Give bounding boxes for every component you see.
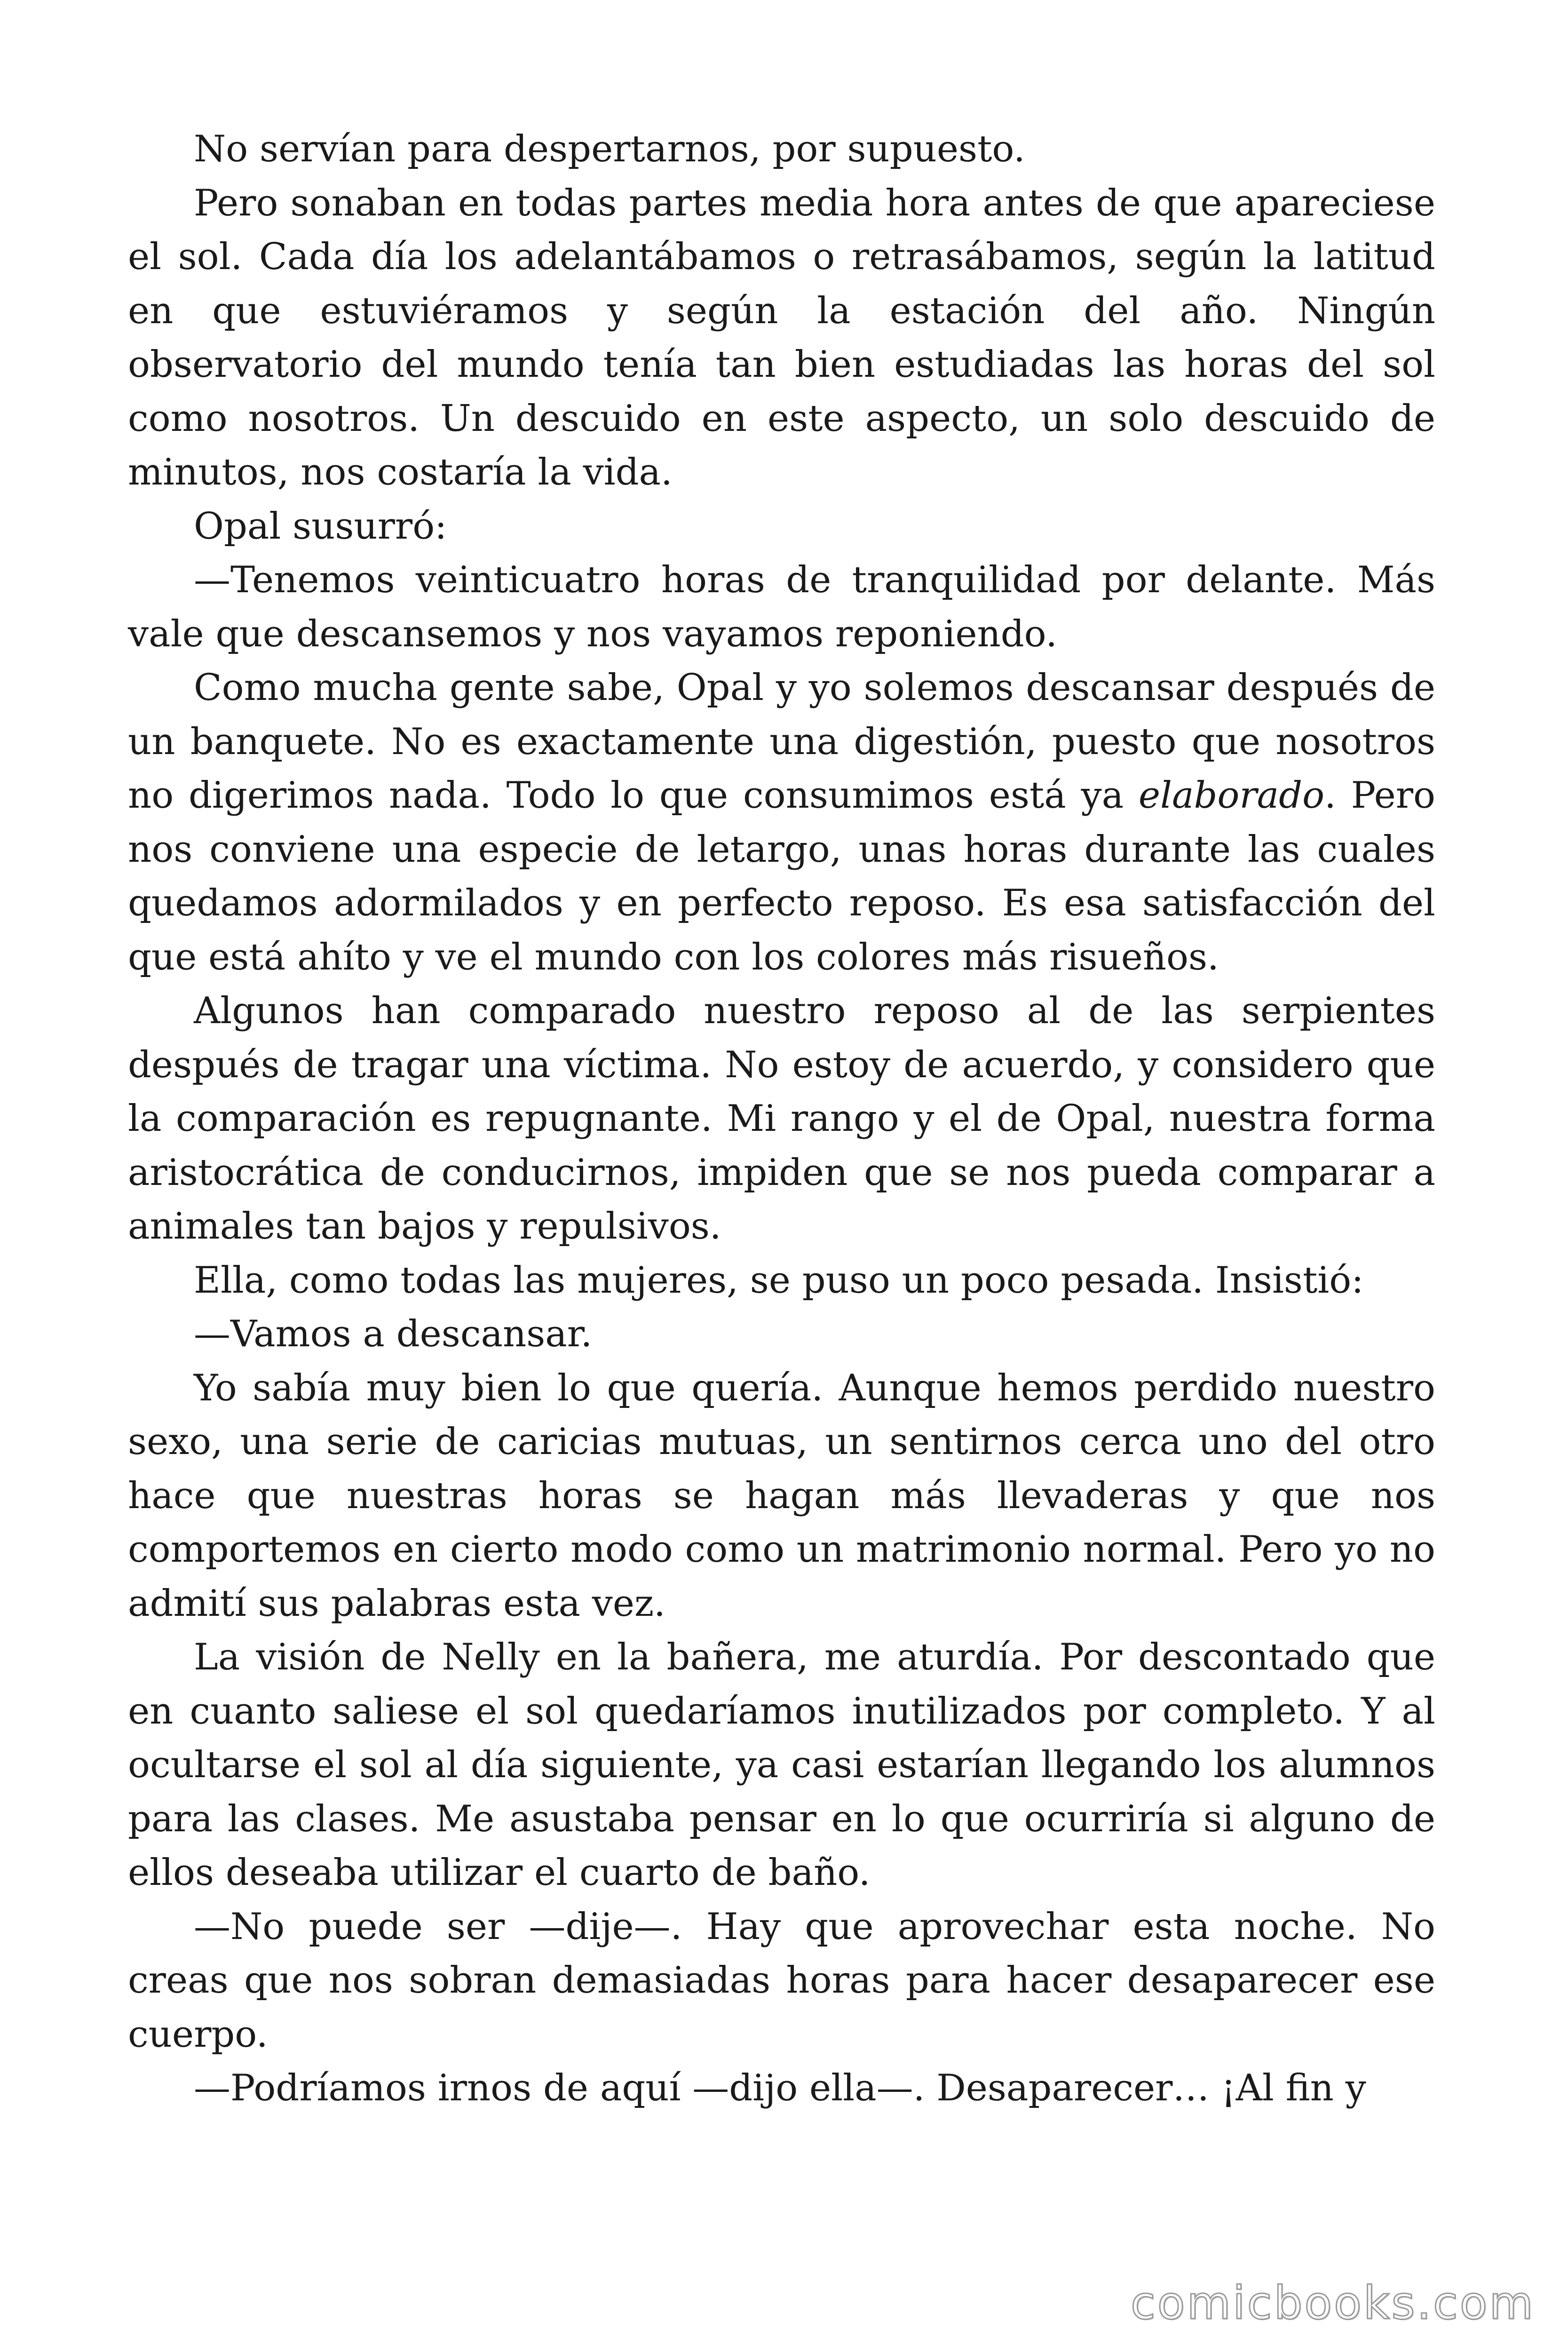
body-text	[128, 122, 1435, 2115]
paragraph: Pero sonaban en todas partes media hora antes de que apareciese el sol. Cada día los adelantábamos o retrasábamos, según la latitud en que estuviéramos y según la estación del año. Ningún observatorio del mundo tenía tan bien estudiadas las horas del sol como nosotros. Un descuido en este aspecto, un solo descuido de minutos, nos costaría la vida.	[128, 182, 1435, 493]
paragraph: No servían para despertarnos, por supuesto.	[194, 128, 1025, 170]
text-run: . Pero nos conviene una especie de letargo, unas horas durante las cuales quedamos adormilados y en perfecto reposo. Es esa satisfacción del que está ahíto y ve el mundo con los colores más risueños.	[128, 774, 1435, 978]
paragraph-with-italic	[128, 661, 1435, 984]
italic-word: elaborado	[1138, 774, 1325, 817]
paragraph: Yo sabía muy bien lo que quería. Aunque hemos perdido nuestro sexo, una serie de caricias mutuas, un sentirnos cerca uno del otro hace que nuestras horas se hagan más llevaderas y que nos comportemos en cierto modo como un matrimonio normal. Pero yo no admití sus palabras esta vez.	[128, 1367, 1435, 1625]
paragraph: —Vamos a descansar.	[194, 1313, 593, 1355]
text-run: Como mucha gente sabe, Opal y yo solemos descansar después de un banquete. No es exactamente una digestión, puesto que nosotros no digerimos nada. Todo lo que consumimos está ya	[128, 667, 1435, 817]
paragraph: —Tenemos veinticuatro horas de tranquilidad por delante. Más vale que descansemos y nos vayamos reponiendo.	[128, 559, 1435, 655]
paragraph: Ella, como todas las mujeres, se puso un poco pesada. Insistió:	[194, 1259, 1364, 1302]
watermark: comicbooks.com	[1130, 2277, 1535, 2329]
paragraph: Algunos han comparado nuestro reposo al de las serpientes después de tragar una víctima. No estoy de acuerdo, y considero que la comparación es repugnante. Mi rango y el de Opal, nuestra forma aristocrática de conducirnos, impiden que se nos pueda comparar a animales tan bajos y repulsivos.	[128, 990, 1435, 1248]
paragraph: Opal susurró:	[194, 505, 447, 548]
paragraph: —No puede ser —dije—. Hay que aprovechar esta noche. No creas que nos sobran demasiadas horas para hacer desaparecer ese cuerpo.	[128, 1905, 1435, 2056]
paragraph: —Podríamos irnos de aquí —dijo ella—. Desaparecer… ¡Al fin y	[194, 2067, 1366, 2109]
paragraph: La visión de Nelly en la bañera, me aturdía. Por descontado que en cuanto saliese el sol quedaríamos inutilizados por completo. Y al ocultarse el sol al día siguiente, ya casi estarían llegando los alumnos para las clases. Me asustaba pensar en lo que ocurriría si alguno de ellos deseaba utilizar el cuarto de baño.	[128, 1636, 1435, 1894]
